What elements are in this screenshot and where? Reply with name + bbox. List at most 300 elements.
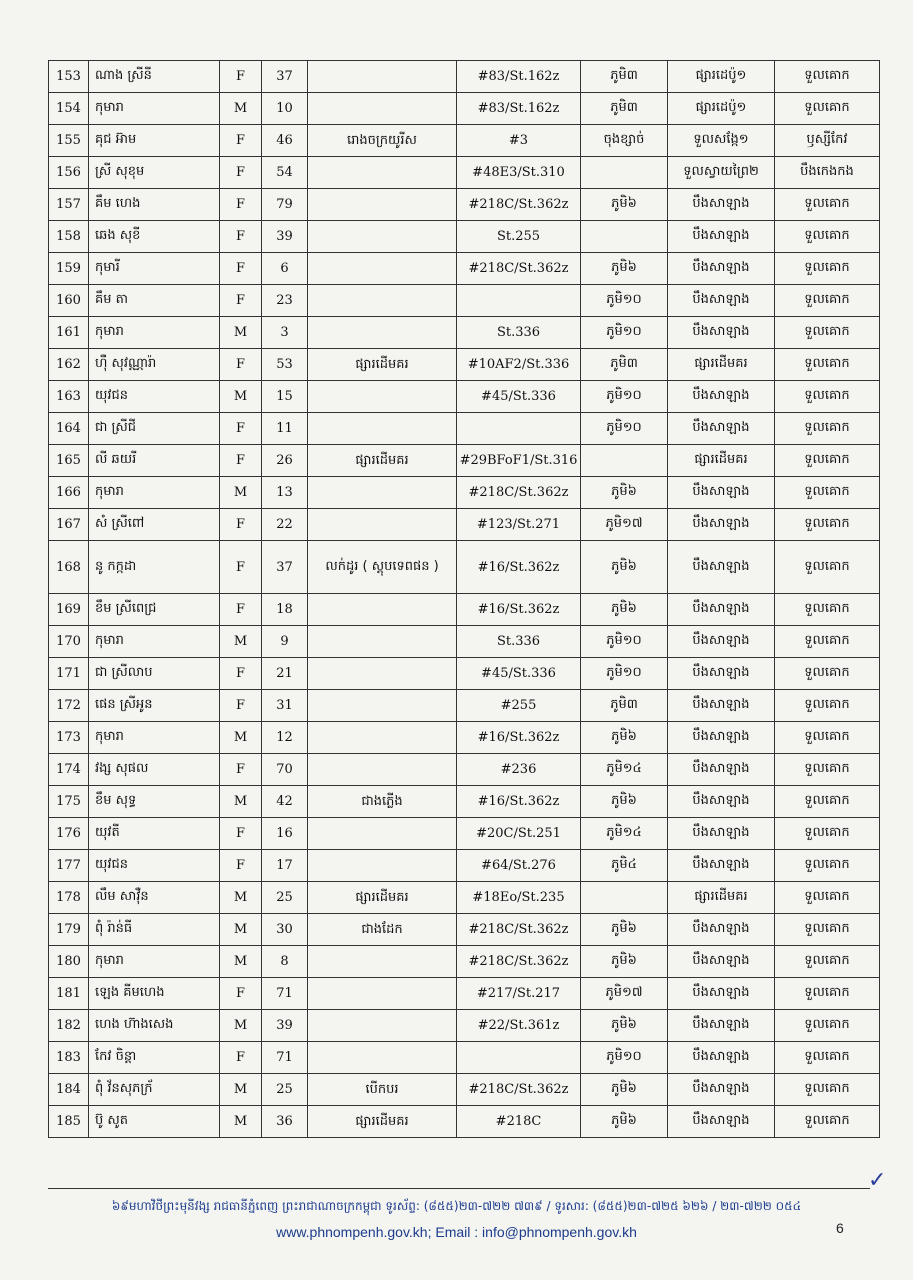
age-cell: 53 — [262, 349, 308, 381]
table-row — [49, 125, 880, 157]
khan-cell: ទួលគោក — [775, 786, 880, 818]
name-cell: កុមារា — [89, 946, 220, 978]
village-cell: ភូមិ១០ — [581, 317, 668, 349]
age-cell: 8 — [262, 946, 308, 978]
table-row — [49, 221, 880, 253]
name-cell: លឹម សាវ៉ឺន — [89, 882, 220, 914]
sangkat-cell: បឹងសាឡាង — [668, 722, 775, 754]
row-number-cell: 176 — [49, 818, 89, 850]
sex-cell: F — [220, 125, 262, 157]
row-number-cell: 158 — [49, 221, 89, 253]
table-row — [49, 594, 880, 626]
row-number-cell: 161 — [49, 317, 89, 349]
name-cell: លី ឆយរី — [89, 445, 220, 477]
table-row — [49, 882, 880, 914]
address-cell: #218C — [457, 1106, 581, 1138]
table-row — [49, 978, 880, 1010]
address-cell: #218C/St.362z — [457, 189, 581, 221]
village-cell: ភូមិ១៤ — [581, 818, 668, 850]
name-cell: កុមារា — [89, 626, 220, 658]
occupation-cell — [308, 626, 457, 658]
village-cell: ភូមិ៦ — [581, 946, 668, 978]
khan-cell: ទួលគោក — [775, 722, 880, 754]
sex-cell: M — [220, 1106, 262, 1138]
address-cell: #29BFoF1/St.316 — [457, 445, 581, 477]
sangkat-cell: ផ្សារដេប៉ូ១ — [668, 93, 775, 125]
row-number-cell: 165 — [49, 445, 89, 477]
table-row — [49, 189, 880, 221]
row-number-cell: 154 — [49, 93, 89, 125]
sangkat-cell: បឹងសាឡាង — [668, 594, 775, 626]
name-cell: ជា ស្រីជី — [89, 413, 220, 445]
sex-cell: M — [220, 786, 262, 818]
row-number-cell: 185 — [49, 1106, 89, 1138]
age-cell: 79 — [262, 189, 308, 221]
table-row — [49, 914, 880, 946]
sex-cell: F — [220, 818, 262, 850]
age-cell: 18 — [262, 594, 308, 626]
sex-cell: F — [220, 541, 262, 594]
sangkat-cell: បឹងសាឡាង — [668, 786, 775, 818]
name-cell: វង្ស សុផល — [89, 754, 220, 786]
address-cell: #45/St.336 — [457, 658, 581, 690]
sangkat-cell: បឹងសាឡាង — [668, 754, 775, 786]
address-cell: St.336 — [457, 626, 581, 658]
age-cell: 71 — [262, 978, 308, 1010]
khan-cell: ទួលគោក — [775, 221, 880, 253]
village-cell: ភូមិ៦ — [581, 477, 668, 509]
name-cell: ឡេង គីមហេង — [89, 978, 220, 1010]
age-cell: 25 — [262, 1074, 308, 1106]
table-row — [49, 818, 880, 850]
name-cell: សំ ស្រីពៅ — [89, 509, 220, 541]
name-cell: ប៊ូ សូត — [89, 1106, 220, 1138]
khan-cell: ទួលគោក — [775, 445, 880, 477]
row-number-cell: 182 — [49, 1010, 89, 1042]
table-row — [49, 1010, 880, 1042]
table-row — [49, 658, 880, 690]
sangkat-cell: បឹងសាឡាង — [668, 477, 775, 509]
occupation-cell: ជាងដែក — [308, 914, 457, 946]
sex-cell: M — [220, 1074, 262, 1106]
address-cell: #123/St.271 — [457, 509, 581, 541]
occupation-cell — [308, 690, 457, 722]
age-cell: 16 — [262, 818, 308, 850]
address-cell: St.255 — [457, 221, 581, 253]
sex-cell: F — [220, 189, 262, 221]
village-cell: ភូមិ៦ — [581, 253, 668, 285]
table-row — [49, 61, 880, 93]
address-cell: #218C/St.362z — [457, 914, 581, 946]
khan-cell: ទួលគោក — [775, 594, 880, 626]
address-cell — [457, 413, 581, 445]
occupation-cell — [308, 93, 457, 125]
age-cell: 6 — [262, 253, 308, 285]
sex-cell: M — [220, 1010, 262, 1042]
village-cell: ភូមិ១០ — [581, 626, 668, 658]
row-number-cell: 163 — [49, 381, 89, 413]
village-cell: ភូមិ៣ — [581, 61, 668, 93]
village-cell: ភូមិ៣ — [581, 690, 668, 722]
footer-contact: www.phnompenh.gov.kh; Email : info@phnompenh.gov.kh — [276, 1224, 637, 1240]
khan-cell: ទួលគោក — [775, 1074, 880, 1106]
row-number-cell: 172 — [49, 690, 89, 722]
sex-cell: F — [220, 221, 262, 253]
occupation-cell: ផ្សារដើមគរ — [308, 1106, 457, 1138]
age-cell: 12 — [262, 722, 308, 754]
row-number-cell: 184 — [49, 1074, 89, 1106]
address-cell: #16/St.362z — [457, 722, 581, 754]
khan-cell: ទួលគោក — [775, 317, 880, 349]
khan-cell: ទួលគោក — [775, 413, 880, 445]
address-cell — [457, 1042, 581, 1074]
sangkat-cell: បឹងសាឡាង — [668, 626, 775, 658]
occupation-cell — [308, 1010, 457, 1042]
address-cell: #18Eo/St.235 — [457, 882, 581, 914]
occupation-cell — [308, 1042, 457, 1074]
khan-cell: ទួលគោក — [775, 61, 880, 93]
occupation-cell — [308, 978, 457, 1010]
khan-cell: បឹងកេងកង — [775, 157, 880, 189]
name-cell: កុមារា — [89, 317, 220, 349]
address-cell: #16/St.362z — [457, 541, 581, 594]
village-cell: ភូមិ៦ — [581, 1010, 668, 1042]
footer-divider — [48, 1188, 870, 1189]
name-cell: នូ កក្កដា — [89, 541, 220, 594]
sex-cell: M — [220, 882, 262, 914]
address-cell: #3 — [457, 125, 581, 157]
village-cell: ភូមិ៦ — [581, 1106, 668, 1138]
occupation-cell — [308, 189, 457, 221]
sangkat-cell: បឹងសាឡាង — [668, 541, 775, 594]
village-cell — [581, 221, 668, 253]
name-cell: គឹម ហេង — [89, 189, 220, 221]
village-cell: ភូមិ៤ — [581, 850, 668, 882]
occupation-cell: ផ្សារដើមគរ — [308, 882, 457, 914]
name-cell: ពុំ រ៉ាន់ធី — [89, 914, 220, 946]
age-cell: 42 — [262, 786, 308, 818]
row-number-cell: 168 — [49, 541, 89, 594]
row-number-cell: 166 — [49, 477, 89, 509]
row-number-cell: 170 — [49, 626, 89, 658]
khan-cell: ទួលគោក — [775, 349, 880, 381]
sangkat-cell: បឹងសាឡាង — [668, 253, 775, 285]
sangkat-cell: ផ្សារដើមគរ — [668, 349, 775, 381]
address-cell: #64/St.276 — [457, 850, 581, 882]
sangkat-cell: បឹងសាឡាង — [668, 946, 775, 978]
village-cell: ភូមិ៦ — [581, 1074, 668, 1106]
address-cell: #45/St.336 — [457, 381, 581, 413]
village-cell: ភូមិ១៧ — [581, 978, 668, 1010]
occupation-cell — [308, 850, 457, 882]
table-row — [49, 946, 880, 978]
name-cell: ខឹម សុទ្ធ — [89, 786, 220, 818]
address-cell: #16/St.362z — [457, 786, 581, 818]
sex-cell: M — [220, 93, 262, 125]
name-cell: គុជ អ៊ាម — [89, 125, 220, 157]
occupation-cell: លក់ដូរ ( ស្តុបទេពផន ) — [308, 541, 457, 594]
sex-cell: F — [220, 658, 262, 690]
name-cell: ហេង ហ៊ាងសេង — [89, 1010, 220, 1042]
sangkat-cell: បឹងសាឡាង — [668, 978, 775, 1010]
sangkat-cell: ទួលសង្កែ១ — [668, 125, 775, 157]
khan-cell: ទួលគោក — [775, 978, 880, 1010]
sangkat-cell: បឹងសាឡាង — [668, 1010, 775, 1042]
address-cell: #83/St.162z — [457, 93, 581, 125]
row-number-cell: 179 — [49, 914, 89, 946]
occupation-cell — [308, 946, 457, 978]
age-cell: 11 — [262, 413, 308, 445]
sangkat-cell: បឹងសាឡាង — [668, 690, 775, 722]
sangkat-cell: បឹងសាឡាង — [668, 317, 775, 349]
khan-cell: ទួលគោក — [775, 93, 880, 125]
age-cell: 3 — [262, 317, 308, 349]
row-number-cell: 174 — [49, 754, 89, 786]
age-cell: 25 — [262, 882, 308, 914]
footer-address: ៦៩មហាវិថីព្រះមុនីវង្ស រាជធានីភ្នំពេញ ព្រះរាជាណាចក្រកម្ពុជា ទូរស័ព្ទ: (៨៥៥)២៣-៧២២ ៧៣៩ / ទូរសារ: (៨៥៥)២៣-៧២៥ ៦២៦ / ២៣-៧២២ ០៥៤ — [111, 1199, 802, 1213]
khan-cell: ទួលគោក — [775, 658, 880, 690]
address-cell: St.336 — [457, 317, 581, 349]
age-cell: 21 — [262, 658, 308, 690]
village-cell: ភូមិ៦ — [581, 914, 668, 946]
row-number-cell: 167 — [49, 509, 89, 541]
name-cell: យុវតី — [89, 818, 220, 850]
row-number-cell: 180 — [49, 946, 89, 978]
khan-cell: ទួលគោក — [775, 690, 880, 722]
age-cell: 39 — [262, 1010, 308, 1042]
village-cell — [581, 445, 668, 477]
occupation-cell — [308, 317, 457, 349]
sangkat-cell: បឹងសាឡាង — [668, 1106, 775, 1138]
row-number-cell: 156 — [49, 157, 89, 189]
village-cell: ភូមិ១០ — [581, 285, 668, 317]
sangkat-cell: បឹងសាឡាង — [668, 850, 775, 882]
name-cell: ឆេង សុខី — [89, 221, 220, 253]
name-cell: កុមារា — [89, 477, 220, 509]
age-cell: 70 — [262, 754, 308, 786]
sangkat-cell: បឹងសាឡាង — [668, 1074, 775, 1106]
table-row — [49, 285, 880, 317]
sangkat-cell: ទួលស្វាយព្រៃ២ — [668, 157, 775, 189]
sangkat-cell: បឹងសាឡាង — [668, 413, 775, 445]
table-row — [49, 477, 880, 509]
name-cell: ហ៊ឺ សុវណ្ណារ៉ា — [89, 349, 220, 381]
address-cell: #217/St.217 — [457, 978, 581, 1010]
occupation-cell — [308, 413, 457, 445]
address-cell: #236 — [457, 754, 581, 786]
sex-cell: F — [220, 349, 262, 381]
sex-cell: F — [220, 1042, 262, 1074]
sex-cell: F — [220, 61, 262, 93]
sex-cell: M — [220, 381, 262, 413]
village-cell: ភូមិ៦ — [581, 541, 668, 594]
sex-cell: M — [220, 477, 262, 509]
occupation-cell — [308, 722, 457, 754]
row-number-cell: 178 — [49, 882, 89, 914]
occupation-cell — [308, 818, 457, 850]
row-number-cell: 175 — [49, 786, 89, 818]
village-cell: ភូមិ១០ — [581, 413, 668, 445]
table-row — [49, 1042, 880, 1074]
sex-cell: M — [220, 317, 262, 349]
table-row — [49, 253, 880, 285]
name-cell: គឹម តា — [89, 285, 220, 317]
address-cell: #20C/St.251 — [457, 818, 581, 850]
occupation-cell — [308, 253, 457, 285]
age-cell: 17 — [262, 850, 308, 882]
khan-cell: ទួលគោក — [775, 818, 880, 850]
row-number-cell: 171 — [49, 658, 89, 690]
table-row — [49, 413, 880, 445]
occupation-cell — [308, 157, 457, 189]
sex-cell: F — [220, 978, 262, 1010]
sex-cell: F — [220, 594, 262, 626]
khan-cell: ទួលគោក — [775, 850, 880, 882]
sangkat-cell: បឹងសាឡាង — [668, 381, 775, 413]
table-row — [49, 754, 880, 786]
occupation-cell: រោងចក្រយូរីស — [308, 125, 457, 157]
address-cell: #255 — [457, 690, 581, 722]
address-cell — [457, 285, 581, 317]
occupation-cell — [308, 61, 457, 93]
age-cell: 13 — [262, 477, 308, 509]
table-row — [49, 1106, 880, 1138]
address-cell: #218C/St.362z — [457, 1074, 581, 1106]
sex-cell: F — [220, 445, 262, 477]
name-cell: កុមារា — [89, 722, 220, 754]
page-number: 6 — [836, 1220, 844, 1236]
row-number-cell: 155 — [49, 125, 89, 157]
age-cell: 30 — [262, 914, 308, 946]
row-number-cell: 183 — [49, 1042, 89, 1074]
sex-cell: F — [220, 690, 262, 722]
village-cell: ភូមិ៦ — [581, 189, 668, 221]
occupation-cell — [308, 658, 457, 690]
sex-cell: F — [220, 413, 262, 445]
row-number-cell: 159 — [49, 253, 89, 285]
table-row — [49, 349, 880, 381]
table-row — [49, 626, 880, 658]
village-cell: ភូមិ៦ — [581, 722, 668, 754]
name-cell: ពុំ វ័នសុភក្រ័ — [89, 1074, 220, 1106]
khan-cell: ទួលគោក — [775, 754, 880, 786]
occupation-cell — [308, 594, 457, 626]
table-row — [49, 850, 880, 882]
occupation-cell — [308, 285, 457, 317]
village-cell: ភូមិ១០ — [581, 1042, 668, 1074]
name-cell: កុមារា — [89, 93, 220, 125]
age-cell: 71 — [262, 1042, 308, 1074]
table-row — [49, 509, 880, 541]
age-cell: 9 — [262, 626, 308, 658]
village-cell — [581, 157, 668, 189]
khan-cell: ទួលគោក — [775, 914, 880, 946]
table-row — [49, 93, 880, 125]
row-number-cell: 169 — [49, 594, 89, 626]
table-row — [49, 786, 880, 818]
occupation-cell — [308, 477, 457, 509]
sex-cell: F — [220, 754, 262, 786]
khan-cell: ទួលគោក — [775, 189, 880, 221]
khan-cell: ទួលគោក — [775, 509, 880, 541]
row-number-cell: 177 — [49, 850, 89, 882]
name-cell: ផេន ស្រីអូន — [89, 690, 220, 722]
sangkat-cell: ផ្សារដើមគរ — [668, 882, 775, 914]
sangkat-cell: បឹងសាឡាង — [668, 285, 775, 317]
name-cell: យុវជន — [89, 850, 220, 882]
sangkat-cell: បឹងសាឡាង — [668, 658, 775, 690]
village-cell: ភូមិ១០ — [581, 381, 668, 413]
age-cell: 26 — [262, 445, 308, 477]
patient-table — [48, 60, 880, 1138]
sex-cell: F — [220, 509, 262, 541]
name-cell: យុវជន — [89, 381, 220, 413]
name-cell: ខឹម ស្រីពេជ្រ — [89, 594, 220, 626]
address-cell: #218C/St.362z — [457, 477, 581, 509]
table-row — [49, 445, 880, 477]
khan-cell: ទួលគោក — [775, 285, 880, 317]
sex-cell: F — [220, 850, 262, 882]
row-number-cell: 173 — [49, 722, 89, 754]
address-cell: #218C/St.362z — [457, 946, 581, 978]
age-cell: 54 — [262, 157, 308, 189]
khan-cell: ទួលគោក — [775, 253, 880, 285]
table-row — [49, 541, 880, 594]
occupation-cell: បើកបរ — [308, 1074, 457, 1106]
khan-cell: ទួលគោក — [775, 946, 880, 978]
address-cell: #48E3/St.310 — [457, 157, 581, 189]
village-cell: ភូមិ៦ — [581, 786, 668, 818]
address-cell: #83/St.162z — [457, 61, 581, 93]
age-cell: 36 — [262, 1106, 308, 1138]
occupation-cell — [308, 221, 457, 253]
name-cell: កុមារី — [89, 253, 220, 285]
sangkat-cell: បឹងសាឡាង — [668, 818, 775, 850]
row-number-cell: 157 — [49, 189, 89, 221]
sangkat-cell: ផ្សារដើមគរ — [668, 445, 775, 477]
name-cell: ជា ស្រីលាប — [89, 658, 220, 690]
table-row — [49, 690, 880, 722]
address-cell: #22/St.361z — [457, 1010, 581, 1042]
khan-cell: ឫស្សីកែវ — [775, 125, 880, 157]
village-cell: ភូមិ៦ — [581, 594, 668, 626]
occupation-cell — [308, 509, 457, 541]
village-cell — [581, 882, 668, 914]
khan-cell: ទួលគោក — [775, 381, 880, 413]
occupation-cell — [308, 381, 457, 413]
age-cell: 46 — [262, 125, 308, 157]
age-cell: 31 — [262, 690, 308, 722]
sangkat-cell: បឹងសាឡាង — [668, 509, 775, 541]
age-cell: 37 — [262, 61, 308, 93]
village-cell: ភូមិ១៤ — [581, 754, 668, 786]
age-cell: 15 — [262, 381, 308, 413]
khan-cell: ទួលគោក — [775, 477, 880, 509]
sex-cell: M — [220, 722, 262, 754]
village-cell: ភូមិ៣ — [581, 349, 668, 381]
occupation-cell: ផ្សារដើមគរ — [308, 445, 457, 477]
sex-cell: F — [220, 253, 262, 285]
row-number-cell: 181 — [49, 978, 89, 1010]
khan-cell: ទួលគោក — [775, 882, 880, 914]
table-row — [49, 381, 880, 413]
khan-cell: ទួលគោក — [775, 1010, 880, 1042]
name-cell: ណាង ស្រីនី — [89, 61, 220, 93]
row-number-cell: 162 — [49, 349, 89, 381]
sex-cell: M — [220, 946, 262, 978]
age-cell: 10 — [262, 93, 308, 125]
address-cell: #218C/St.362z — [457, 253, 581, 285]
